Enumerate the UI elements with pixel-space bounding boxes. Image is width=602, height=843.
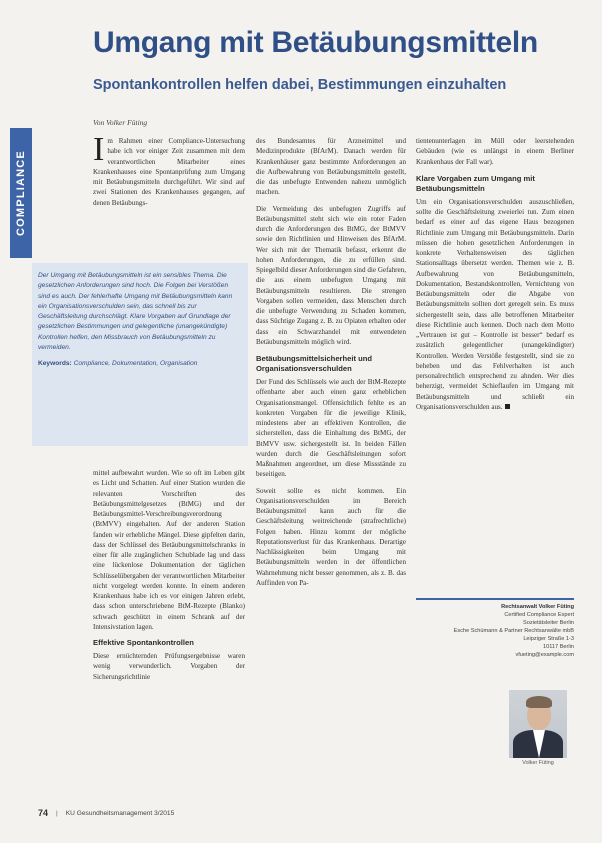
drop-cap: I: [93, 131, 105, 168]
keywords-value: Compliance, Dokumentation, Organisation: [73, 360, 198, 368]
subheading: Betäubungsmittelsicherheit und Organisationsverschulden: [256, 354, 373, 373]
paragraph: Der Fund des Schlüssels wie auch der BtM-Rezepte offenbarte aber auch einen ganz erheblichen Organisationsmangel. Offensichtlich fehlte es an konkreten Vorgaben für die jeweilige Klinik, mindestens aber an effektiven Kontrollen, die sicherstellen, dass die Einhaltung des BtMG, der BtMVV usw. sichergestellt ist. In beiden Fällen wurden durch die Geschäftsleitungen sofort Maßnahmen angeordnet, um diese Missstände zu beseitigen.: [256, 378, 406, 479]
author-title: Certified Compliance Expert: [504, 612, 574, 618]
section-tab: [10, 128, 32, 258]
subheading: Effektive Spontankontrollen: [93, 638, 194, 647]
author-role: Sozietätsleiter Berlin: [523, 620, 574, 626]
keywords-label: Keywords:: [38, 360, 72, 368]
author-city: 10117 Berlin: [543, 644, 574, 650]
author-photo: [509, 690, 567, 758]
page-footer: [38, 808, 578, 818]
publication-name: KU Gesundheitsmanagement 3/2015: [65, 809, 175, 817]
paragraph: mittel aufbewahrt wurden. Wie so oft im Leben gibt es Licht und Schatten. Auf einer Station wurden die relevanten Vorschriften des Betäubungsmittelgesetzes (BtMG) und der Betäubungsmittel-Verschreibungsverordnung (BtMVV) eingehalten. Auf der anderen Station fanden wir erhebliche Mängel. Diese gipfelten darin, dass der Schlüssel des Betäubungsmittelschranks in einer für alle zugänglichen Schublade lag und dass eine lückenlose Dokumentation der täglichen Schlüsselübergaben der verantwortlichen Mitarbeiter nicht vorgelegt werden konnte. In einem anderen Krankenhaus habe ich es vor einigen Jahren erlebt, dass schon unterschriebene BtM-Rezepte (Blanko) schwach geschützt in einem Schrank auf der Intensivstation lagen.: [93, 469, 245, 631]
article-title: Umgang mit Betäubungsmitteln: [93, 26, 538, 59]
abstract-text: Der Umgang mit Betäubungsmitteln ist ein sensibles Thema. Die gesetzlichen Anforderungen sind hoch. Die Folgen bei Verstößen sind es auch. Der fehlerhafte Umgang mit Betäubungsmitteln kann ein Organisationsverschulden sein, das schnell bis zur Geschäftsleitung durchschlägt. Klare Vorgaben auf Grundlage der gesetzlichen Bestimmungen und gelegentliche (unangekündigte) Kontrollen helfen, den Missbrauch von Betäubungsmitteln zu vermeiden.: [38, 272, 233, 352]
paragraph: des Bundesamtes für Arzneimittel und Medizinprodukte (BfArM). Danach werden für Krankenhäuser ganz bestimmte Anforderungen an die Aufbewahrung von Betäubungsmitteln gestellt, die das unbefugte Entwenden nahezu unmöglich machen.: [256, 137, 406, 197]
page-number: 74: [38, 808, 49, 818]
paragraph-text: Um ein Organisationsverschulden auszuschließen, sollte die Geschäftsleitung zweierlei tun. Zum einen bedarf es einer auf das eigene Haus bezogenen Richtlinie zum Umgang mit Betäubungsmitteln. Darin müssen die hohen gesetzlichen Anforderungen in konkrete Verhaltensweisen des täglichen Stationsalltags übersetzt werden. Themen wie z. B. Aufbewahrung von Betäubungsmitteln, Dokumentation, Bestandskontrollen, Vernichtung von Betäubungsmitteln oder die Abgabe von Betäubungsmitteln sollten dort geregelt sein. Es muss sichergestellt sein, dass alle betroffenen Mitarbeiter diese Richtlinie auch kennen. Doch nach dem Motto „Vertrauen ist gut – Kontrolle ist besser“ bedarf es zusätzlich gelegentlicher (unangekündigter) Kontrollen. Werden Verstöße festgestellt, sind sie zu beheben und das Fehlverhalten ist auch personalrechtlich entsprechend zu ahnden. Wer dies beherzigt, vermeidet Schieflaufen im Umgang mit Betäubungsmitteln und schließt ein Organisationsverschulden aus.: [416, 197, 574, 411]
author-name: Rechtsanwalt Volker Füting: [501, 604, 574, 610]
photo-hair: [526, 696, 552, 708]
author-firm: Esche Schümann & Partner Rechtsanwälte mbB: [453, 628, 574, 634]
paragraph: Die Vermeidung des unbefugten Zugriffs auf Betäubungsmittel steht sich wie ein roter Faden durch die Anforderungen des BtMG, der BtMVV sowie den Richtlinien und Hinweisen des BfArM. Wer sich mit der Thematik befasst, erkennt die hohen Anforderungen, die zu erfüllen sind. Spiegelbild dieser Anforderungen sind die Gefahren, die aus einem unbefugten Umgang mit Betäubungsmitteln resultieren. Die strengen Vorgaben sollen vermeiden, dass Menschen durch die unbefugte Verwendung zu Schaden kommen, dass Süchtige Zugang z. B. zu Opiaten erhalten oder dass ein Schwarzhandel mit entwendeten Betäubungsmitteln möglich wird.: [256, 204, 406, 346]
article-subtitle: Spontankontrollen helfen dabei, Bestimmungen einzuhalten: [93, 77, 507, 93]
footer-separator: |: [56, 809, 58, 817]
paragraph: Diese ernüchternden Prüfungsergebnisse waren wenig verwunderlich. Vorgaben der Sicherungsrichtlinie: [93, 652, 245, 681]
end-mark-icon: [505, 404, 510, 409]
intro-text: m Rahmen einer Compliance-Untersuchung habe ich vor einiger Zeit zusammen mit dem verantwortlichen Mitarbeiter eines Krankenhauses eine Spontanprüfung zum Umgang mit Betäubungsmitteln durchgeführt. Wir sind auf zwei Stationen des Krankenhauses gegangen, auf denen Betäubungs-: [93, 137, 245, 207]
section-tab-label: COMPLIANCE: [15, 150, 28, 236]
intro-paragraph: [93, 131, 245, 208]
photo-caption: Volker Füting: [522, 760, 554, 766]
abstract-box: [32, 263, 248, 446]
author-byline: Von Volker Füting: [93, 118, 148, 127]
column-1-bottom: [93, 468, 245, 684]
keywords-line: [38, 359, 242, 369]
column-2: [256, 136, 406, 590]
author-divider: [416, 598, 574, 600]
column-3: [416, 136, 574, 414]
paragraph: [416, 197, 574, 412]
author-email[interactable]: vfueting@example.com: [515, 652, 574, 658]
paragraph: tientenunterlagen im Müll oder leerstehenden Gebäuden (wie es unlängst in einem Berliner Krankenhaus der Fall war).: [416, 137, 574, 166]
column-1-top: [93, 131, 245, 210]
author-info: [416, 603, 574, 659]
subheading: Klare Vorgaben zum Umgang mit Betäubungsmitteln: [416, 173, 535, 193]
paragraph: Soweit sollte es nicht kommen. Ein Organisationsverschulden im Bereich Betäubungsmittel kann auch für die Geschäftsleitung weitreichende (strafrechtliche) Folgen haben. Hinzu kommt der mögliche Reputationsverlust für das Krankenhaus. Derartige Nachlässigkeiten beim Umgang mit Betäubungsmitteln werden in der öffentlichen Wahrnehmung nicht besser genommen, als z. B. das Auffinden von Pa-: [256, 486, 406, 587]
author-street: Leipziger Straße 1-3: [523, 636, 574, 642]
